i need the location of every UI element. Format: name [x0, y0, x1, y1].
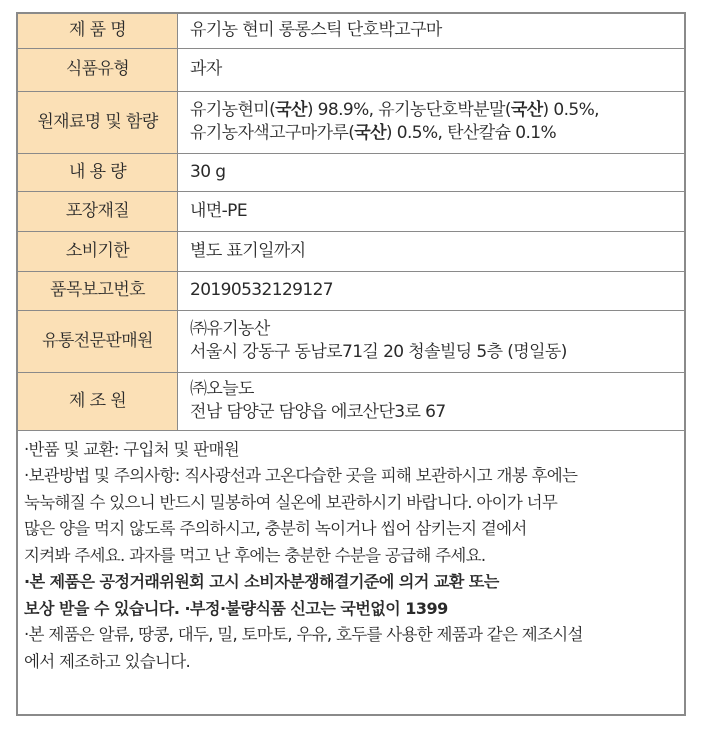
- row-value-ingredients: [178, 91, 685, 153]
- note-return-exchange: ·반품 및 교환: 구입처 및 판매원: [24, 439, 239, 459]
- row-key-distributor: 유통전문판매원: [18, 310, 178, 372]
- row-key-food-type: 식품유형: [18, 48, 178, 91]
- note-storage: ·보관방법 및 주의사항: 직사광선과 고온다습한 곳을 피해 보관하시고 개봉 후에는 눅눅해질 수 있으니 반드시 밀봉하여 실온에 보관하시기 바랍니다. 아이가 너무 많은 양을 먹지 않도록 주의하시고, 충분히 녹이거나 씹어 삼키는지 곁에서 지켜봐 주세요. 과자를 먹고 난 후에는 충분한 수분을 공급해 주세요.: [24, 466, 578, 565]
- row-key-product-name: 제 품 명: [18, 14, 178, 48]
- distributor-address: 서울시 강동구 동남로71길 20 청솔빌딩 5층 (명일동): [190, 342, 567, 362]
- row-value-distributor: [178, 310, 685, 372]
- row-key-ingredients: 원재료명 및 함량: [18, 91, 178, 153]
- row-key-packaging: 포장재질: [18, 191, 178, 231]
- ingredients-line-1: 유기농현미(국산) 98.9%, 유기농단호박분말(국산) 0.5%,: [190, 100, 599, 120]
- row-value-product-name: 유기농 현미 롱롱스틱 단호박고구마: [178, 14, 685, 48]
- table-row: [18, 48, 684, 91]
- table-row: [18, 231, 684, 271]
- row-key-report-number: 품목보고번호: [18, 271, 178, 310]
- manufacturer-address: 전남 담양군 담양읍 에코산단3로 67: [190, 402, 446, 422]
- row-value-expiry: 별도 표기일까지: [178, 231, 685, 271]
- nutrition-label: [16, 12, 686, 716]
- manufacturer-name: ㈜오늘도: [190, 379, 254, 399]
- table-row: [18, 310, 684, 372]
- row-key-net-weight: 내 용 량: [18, 153, 178, 191]
- notice-section: [18, 431, 684, 676]
- row-value-net-weight: 30 g: [178, 153, 685, 191]
- row-key-expiry: 소비기한: [18, 231, 178, 271]
- note-allergen: ·본 제품은 알류, 땅콩, 대두, 밀, 토마토, 우유, 호두를 사용한 제품과 같은 제조시설 에서 제조하고 있습니다.: [24, 625, 583, 671]
- note-compensation: ·본 제품은 공정거래위원회 고시 소비자분쟁해결기준에 의거 교환 또는 보상 받을 수 있습니다. ·부정·불량식품 신고는 국번없이 1399: [24, 572, 499, 618]
- table-row: [18, 191, 684, 231]
- product-info-table: [18, 14, 684, 431]
- row-value-manufacturer: [178, 372, 685, 430]
- row-value-report-number: 20190532129127: [178, 271, 685, 310]
- row-key-manufacturer: 제 조 원: [18, 372, 178, 430]
- table-row: [18, 153, 684, 191]
- table-row: [18, 91, 684, 153]
- ingredients-line-2: 유기농자색고구마가루(국산) 0.5%, 탄산칼슘 0.1%: [190, 123, 557, 143]
- table-row: [18, 372, 684, 430]
- table-row: [18, 271, 684, 310]
- distributor-name: ㈜유기농산: [190, 319, 270, 339]
- table-row: [18, 14, 684, 48]
- row-value-packaging: 내면-PE: [178, 191, 685, 231]
- row-value-food-type: 과자: [178, 48, 685, 91]
